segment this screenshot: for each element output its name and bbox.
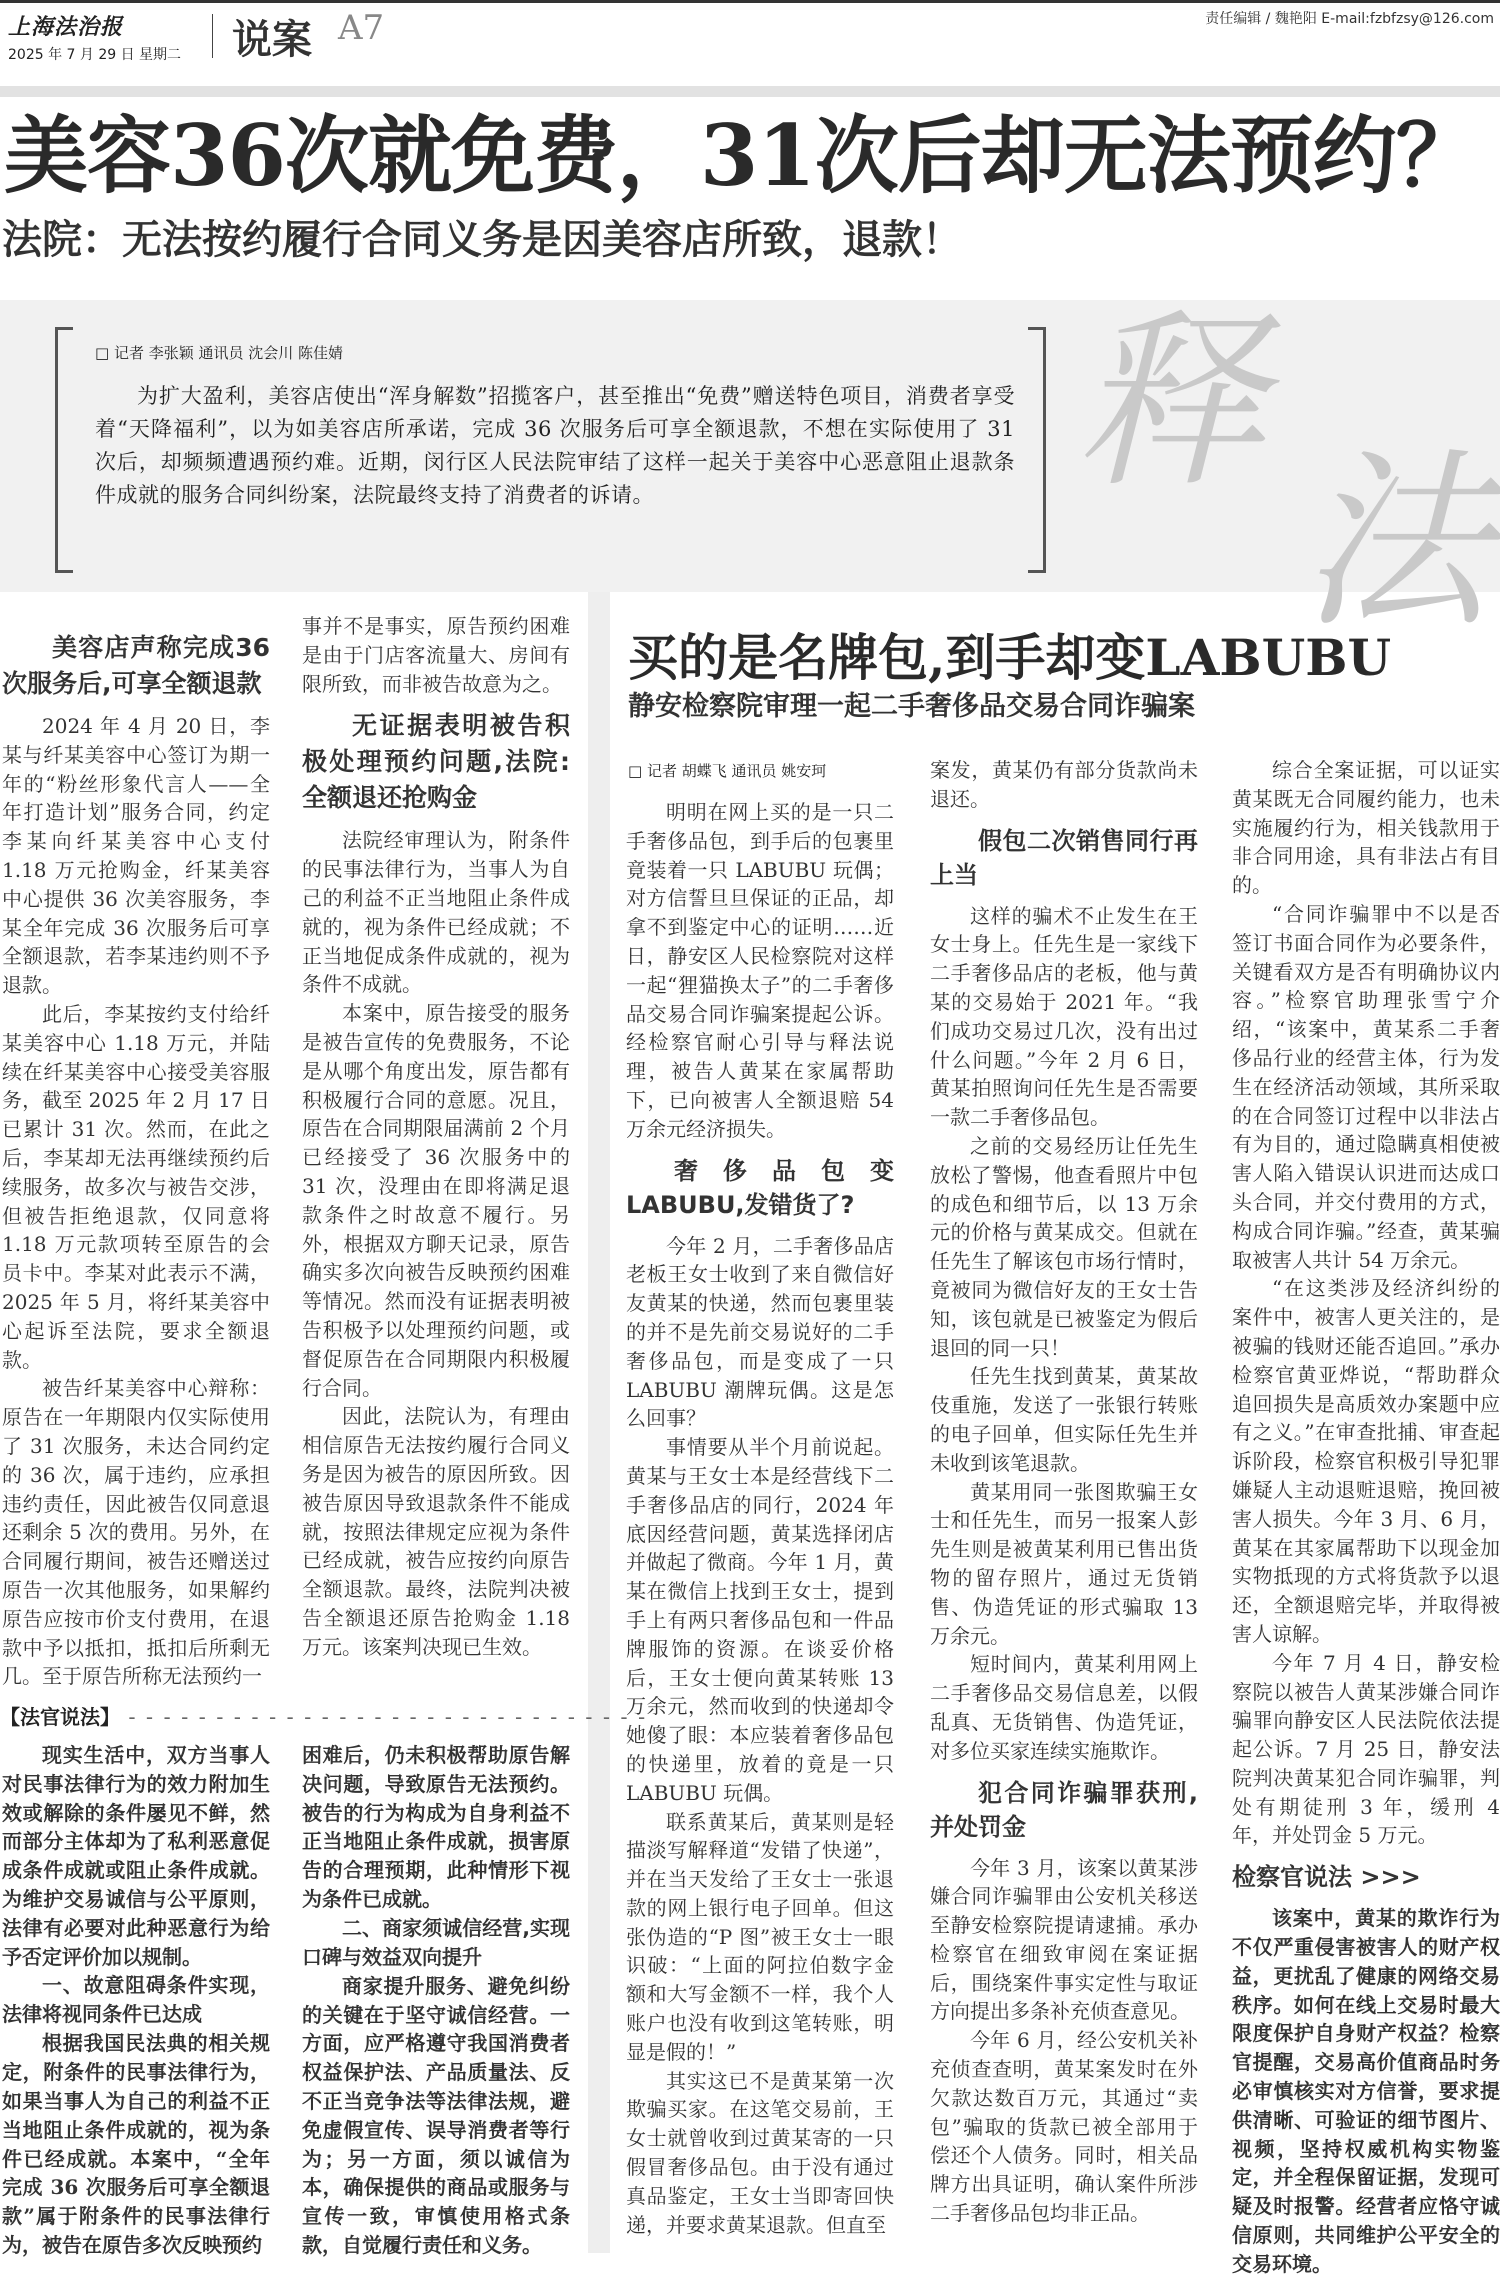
top-rule [0,0,1500,3]
paragraph: 2024 年 4 月 20 日，李某与纤某美容中心签订为期一年的“粉丝形象代言人——全年打造计划”服务合同，约定李某向纤某美容中心支付 1.18 万元抢购金，纤某美容中心提供 36 次美容服务，李某全年完成 36 次服务后可享全额退款，若李某违约则不予退款。 [2,714,270,998]
paragraph: 困难后，仍未积极帮助原告解决问题，导致原告无法预约。被告的行为构成为自身利益不正当地阻止条件成就，损害原告的合理预期，此种情形下视为条件已成就。 [302,1743,570,1911]
editor-credit: 责任编辑 / 魏艳阳 E-mail:fzbfzsy@126.com [1205,11,1494,27]
section-name: 说案 [232,17,312,63]
second-headline: 买的是名牌包,到手却变LABUBU [628,628,1392,687]
second-byline: □ 记者 胡蝶飞 通讯员 姚安珂 [628,762,827,780]
subheading: 一、故意阻碍条件实现，法律将视同条件已达成 [2,1973,270,2027]
paragraph: 联系黄某后，黄某则是轻描淡写解释道“发错了快递”，并在当天发给了王女士一张退款的网上银行电子回单。但这张伪造的“P 图”被王女士一眼识破：“上面的阿拉伯数字金额和大写金额不一样，我个人账户也没有收到这笔转账，明显是假的！” [626,1809,894,2064]
paragraph: 此后，李某按约支付给纤某美容中心 1.18 万元，并陆续在纤某美容中心接受美容服务，截至 2025 年 2 月 17 日已累计 31 次。然而，在此之后，李某却无法再继续预约后续服务，故多次与被告交涉，但被告拒绝退款，仅同意将 1.18 万元款项转至原告的会员卡中。李某对此表示不满，2025 年 5 月，将纤某美容中心起诉至法院，要求全额退款。 [2,1001,270,1372]
lead-subheadline: 法院：无法按约履行合同义务是因美容店所致，退款！ [2,217,962,263]
paragraph: 该案中，黄某的欺诈行为不仅严重侵害被害人的财产权益，更扰乱了健康的网络交易秩序。如何在线上交易时最大限度保护自身财产权益？检察官提醒，交易高价值商品时务必审慎核实对方信誉，要求提供清晰、可验证的细节图片、视频，坚持权威机构实物鉴定，并全程保留证据，发现可疑及时报警。经营者应恪守诚信原则，共同维护公平安全的交易环境。 [1232,1906,1500,2276]
lead-byline: □ 记者 李张颖 通讯员 沈会川 陈佳婧 [95,344,344,362]
header-band [0,86,1500,97]
paragraph: 商家提升服务、避免纠纷的关键在于坚守诚信经营。一方面，应严格遵守我国消费者权益保护法、产品质量法、反不正当竞争法等法律法规，避免虚假宣传、误导消费者等行为；另一方面，须以诚信为本，确保提供的商品或服务与宣传一致，审慎使用格式条款，自觉履行责任和义务。 [302,1973,570,2257]
paragraph: 黄某用同一张图欺骗王女士和任先生，而另一报案人彭先生则是被黄某利用已售出货物的留存照片，通过无货销售、伪造凭证的形式骗取 13 万余元。 [930,1479,1198,1648]
paragraph: 法院经审理认为，附条件的民事法律行为，当事人为自己的利益不正当地阻止条件成就的，视为条件已经成就；不正当地促成条件成就的，视为条件不成就。 [302,828,570,997]
paragraph: 被告纤某美容中心辩称：原告在一年期限内仅实际使用了 31 次服务，未达合同约定的 36 次，属于违约，应承担违约责任，因此被告仅同意退还剩余 5 次的费用。另外，在合同履行期间，被告还赠送过原告一次其他服务，如果解约原告应按市价支付费用，在退款中予以抵扣，抵扣后所剩无几。至于原告所称无法预约一 [2,1376,270,1689]
lead-column-1 [2,620,270,1691]
paragraph: 今年 6 月，经公安机关补充侦查查明，黄某案发时在外欠款达数百万元，其通过“卖包”骗取的货款已被全部用于偿还个人债务。同时，相关品牌方出具证明，确认案件所涉二手奢侈品包均非正品。 [930,2028,1198,2226]
column-gutter [588,592,610,2253]
prosecutor-commentary-heading: 检察官说法 >>> [1232,1863,1421,1892]
paragraph: 任先生找到黄某，黄某故伎重施，发送了一张银行转账的电子回单，但实际任先生并未收到该笔退款。 [930,1364,1198,1475]
watermark-char: 法 [1300,432,1491,653]
paragraph: 今年 2 月，二手奢侈品店老板王女士收到了来自微信好友黄某的快递，然而包裹里装的并不是先前交易说好的二手奢侈品包，而是变成了一只 LABUBU 潮牌玩偶。这是怎么回事？ [626,1233,894,1431]
judge-commentary-heading [0,1701,648,1730]
paragraph: 根据我国民法典的相关规定，附条件的民事法律行为，如果当事人为自己的利益不正当地阻止条件成就的，视为条件已经成就。本案中，“全年完成 36 次服务后可享全额退款”属于附条件的民事法律行为，被告在原告多次反映预约 [2,2031,270,2257]
lead-headline: 美容36次就免费，31次后却无法预约？ [4,106,1479,205]
second-column-1 [626,798,894,2239]
paragraph: 综合全案证据，可以证实黄某既无合同履约能力，也未实施履约行为，相关钱款用于非合同用途，具有非法占有目的。 [1232,758,1500,898]
subheading: 假包二次销售同行再上当 [930,826,1198,889]
second-column-3 [1232,756,1500,2279]
second-subheadline: 静安检察院审理一起二手奢侈品交易合同诈骗案 [628,691,1195,722]
subheading: 美容店声称完成36次服务后,可享全额退款 [2,633,270,698]
paragraph: 案发，黄某仍有部分货款尚未退还。 [930,758,1198,811]
paragraph: 明明在网上买的是一只二手奢侈品包，到手后的包裹里竟装着一只 LABUBU 玩偶；对方信誓旦旦保证的正品，却拿不到鉴定中心的证明……近日，静安区人民检察院对这样一起“狸猫换太子”的二手奢侈品交易合同诈骗案提起公诉。经检察官耐心引导与释法说理，被告人黄某在家属帮助下，已向被害人全额退赔 54 万余元经济损失。 [626,800,894,1141]
masthead-divider [212,14,213,58]
paragraph: 这样的骗术不止发生在王女士身上。任先生是一家线下二手奢侈品店的老板，他与黄某的交易始于 2021 年。“我们成功交易过几次，没有出过什么问题。”今年 2 月 6 日，黄某拍照询问任先生是否需要一款二手奢侈品包。 [930,903,1198,1130]
paragraph: 今年 7 月 4 日，静安检察院以被告人黄某涉嫌合同诈骗罪向静安区人民法院依法提起公诉。7 月 25 日，静安法院判决黄某犯合同诈骗罪，判处有期徒刑 3 年，缓刑 4 年，并处罚金 5 万元。 [1232,1650,1500,1848]
right-bracket [1028,327,1046,573]
paragraph: 事并不是事实，原告预约困难是由于门店客流量大、房间有限所致，而非被告故意为之。 [302,614,570,696]
subheading: 二、商家须诚信经营,实现口碑与效益双向提升 [302,1915,570,1969]
watermark-char: 释 [1075,292,1266,513]
lead-column-2 [302,612,570,1662]
judge-column-2 [302,1741,570,2260]
paragraph: 本案中，原告接受的服务是被告宣传的免费服务，不论是从哪个角度出发，原告都有积极履行合同的意愿。况且，原告在合同期限届满前 2 个月已经接受了 36 次服务中的 31 次，没理由在即将满足退款条件之时故意不履行。另外，根据双方聊天记录，原告确实多次向被告反映预约困难等情况。然而没有证据表明被告积极予以处理预约问题，或督促原告在合同期限内积极履行合同。 [302,1001,570,1400]
second-column-2 [930,756,1198,2228]
paragraph: “在这类涉及经济纠纷的案件中，被害人更关注的，是被骗的钱财还能否追回。”承办检察官黄亚烨说，“帮助群众追回损失是高质效办案题中应有之义。”在审查批捕、审查起诉阶段，检察官积极引导犯罪嫌疑人主动退赃退赔，挽回被害人损失。今年 3 月、6 月，黄某在其家属帮助下以现金加实物抵现的方式将货款予以退还，全额退赔完毕，并取得被害人谅解。 [1232,1276,1500,1646]
left-bracket [55,327,73,573]
dashed-rule: - - - - - - - - - - - - - - - - - - - - - - - - - - - - - - [120,1705,648,1729]
paragraph: 短时间内，黄某利用网上二手奢侈品交易信息差，以假乱真、无货销售、伪造凭证，对多位买家连续实施欺诈。 [930,1652,1198,1763]
paragraph: “合同诈骗罪中不以是否签订书面合同作为必要条件，关键看双方是否有明确协议内容。”检察官助理张雪宁介绍，“该案中，黄某系二手奢侈品行业的经营主体，行为发生在经济活动领域，其所采取的在合同签订过程中以非法占有为目的，通过隐瞒真相使被害人陷入错误认识进而达成口头合同，并交付费用的方式，构成合同诈骗。”经查，黄某骗取被害人共计 54 万余元。 [1232,901,1500,1272]
paragraph: 事情要从半个月前说起。黄某与王女士本是经营线下二手奢侈品店的同行，2024 年底因经营问题，黄某选择闭店并做起了微商。今年 1 月，黄某在微信上找到王女士，提到手上有两只奢侈品包和一件品牌服饰的资源。在谈妥价格后，王女士便向黄某转账 13 万余元，然而收到的快递却令她傻了眼：本应装着奢侈品包的快递里，放着的竟是一只 LABUBU 玩偶。 [626,1435,894,1805]
lead-intro: 为扩大盈利，美容店使出“浑身解数”招揽客户，甚至推出“免费”赠送特色项目，消费者享受着“天降福利”，以为如美容店所承诺，完成 36 次服务后可享全额退款，不想在实际使用了 31 次后，却频频遭遇预约难。近期，闵行区人民法院审结了这样一起关于美容中心恶意阻止退款条件成就的服务合同纠纷案，法院最终支持了消费者的诉请。 [95,384,1016,507]
paragraph: 今年 3 月，该案以黄某涉嫌合同诈骗罪由公安机关移送至静安检察院提请逮捕。承办检察官在细致审阅在案证据后，围绕案件事实定性与取证方向提出多条补充侦查意见。 [930,1855,1198,2024]
paragraph: 因此，法院认为，有理由相信原告无法按约履行合同义务是因为被告的原因所致。因被告原因导致退款条件不能成就，按照法律规定应视为条件已经成就，被告应按约向原告全额退款。最终，法院判决被告全额退还原告抢购金 1.18 万元。该案判决现已生效。 [302,1404,570,1659]
page-number: A7 [338,8,385,48]
judge-label: 【法官说法】 [0,1705,120,1729]
paragraph: 现实生活中，双方当事人对民事法律行为的效力附加生效或解除的条件屡见不鲜，然而部分主体却为了私利恶意促成条件成就或阻止条件成就。为维护交易诚信与公平原则，法律有必要对此种恶意行为给予否定评价加以规制。 [2,1743,270,1969]
judge-column-1 [2,1741,270,2260]
issue-date: 2025 年 7 月 29 日 星期二 [8,47,182,63]
paragraph: 其实这已不是黄某第一次欺骗买家。在这笔交易前，王女士就曾收到过黄某寄的一只假冒奢侈品包。由于没有通过真品鉴定，王女士当即寄回快递，并要求黄某退款。但直至 [626,2068,894,2237]
subheading: 无证据表明被告积极处理预约问题,法院:全额退还抢购金 [302,711,570,813]
subheading: 犯合同诈骗罪获刑,并处罚金 [930,1778,1198,1841]
paragraph: 之前的交易经历让任先生放松了警惕，他查看照片中包的成色和细节后，以 13 万余元的价格与黄某成交。但就在任先生了解该包市场行情时，竟被同为微信好友的王女士告知，该包就是已被鉴定为假后退回的同一只！ [930,1133,1198,1360]
subheading: 奢侈品包变LABUBU,发错货了? [626,1156,894,1219]
newspaper-logo: 上海法治报 [8,14,124,40]
